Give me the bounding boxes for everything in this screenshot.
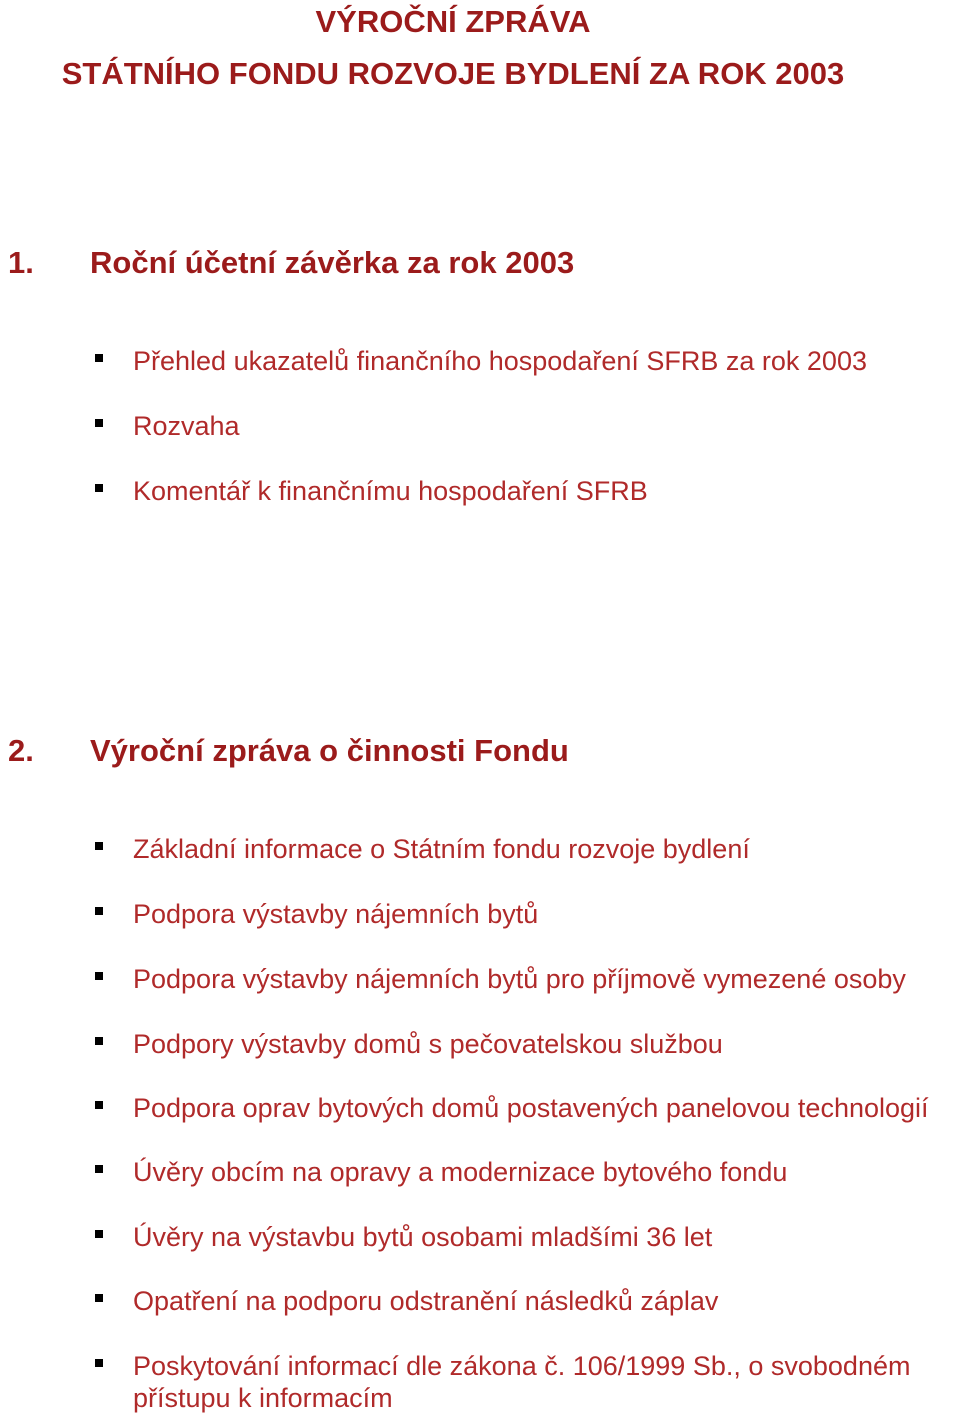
square-bullet-icon bbox=[95, 972, 103, 980]
square-bullet-icon bbox=[95, 842, 103, 850]
square-bullet-icon bbox=[95, 419, 103, 427]
square-bullet-icon bbox=[95, 1294, 103, 1302]
list-item-text: Rozvaha bbox=[133, 411, 240, 441]
list-item-text: Komentář k finančnímu hospodaření SFRB bbox=[133, 476, 648, 506]
square-bullet-icon bbox=[95, 907, 103, 915]
square-bullet-icon bbox=[95, 354, 103, 362]
list-item-text: Základní informace o Státním fondu rozvoje bydlení bbox=[133, 834, 750, 864]
section-title: Výroční zpráva o činnosti Fondu bbox=[90, 733, 569, 768]
document-title-line-1: VÝROČNÍ ZPRÁVA bbox=[315, 4, 591, 39]
section-heading-2 bbox=[8, 733, 569, 769]
list-item-text: Podpora oprav bytových domů postavených panelovou technologií bbox=[133, 1093, 929, 1123]
list-item-text: Podpora výstavby nájemních bytů pro příjmově vymezené osoby bbox=[133, 964, 906, 994]
section-heading-1 bbox=[8, 245, 574, 281]
section-title: Roční účetní závěrka za rok 2003 bbox=[90, 245, 575, 280]
square-bullet-icon bbox=[95, 1230, 103, 1238]
section-number: 1. bbox=[8, 245, 34, 280]
document-title-line-2: STÁTNÍHO FONDU ROZVOJE BYDLENÍ ZA ROK 2003 bbox=[61, 56, 845, 91]
list-item-text: Úvěry obcím na opravy a modernizace bytového fondu bbox=[133, 1157, 788, 1187]
list-item-text: Přehled ukazatelů finančního hospodaření SFRB za rok 2003 bbox=[133, 346, 867, 376]
list-item-text: Poskytování informací dle zákona č. 106/1999 Sb., o svobodném přístupu k informacím bbox=[133, 1351, 911, 1413]
list-item-text: Opatření na podporu odstranění následků záplav bbox=[133, 1286, 719, 1316]
square-bullet-icon bbox=[95, 1359, 103, 1367]
square-bullet-icon bbox=[95, 1037, 103, 1045]
list-item-text: Podpory výstavby domů s pečovatelskou službou bbox=[133, 1029, 723, 1059]
section-number: 2. bbox=[8, 733, 34, 768]
list-item-text: Úvěry na výstavbu bytů osobami mladšími 36 let bbox=[133, 1222, 713, 1252]
list-item-text: Podpora výstavby nájemních bytů bbox=[133, 899, 539, 929]
square-bullet-icon bbox=[95, 1165, 103, 1173]
square-bullet-icon bbox=[95, 484, 103, 492]
square-bullet-icon bbox=[95, 1101, 103, 1109]
